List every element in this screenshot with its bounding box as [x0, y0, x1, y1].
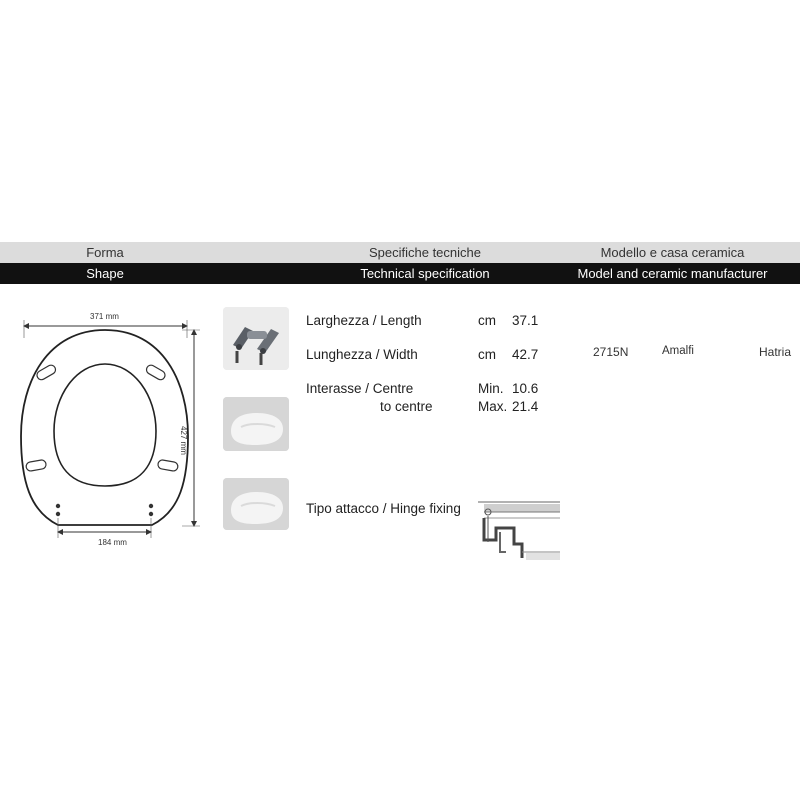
spec-centre-min-label: Min.: [478, 381, 504, 396]
seat-outer-outline: [21, 330, 188, 525]
model-manufacturer: Hatria: [759, 345, 792, 359]
bumper-photo-2: [223, 478, 289, 530]
rubber-bumper-icon: [223, 478, 289, 530]
spec-centre-min-value: 10.6: [512, 381, 539, 396]
header-model-en: Model and ceramic manufacturer: [577, 266, 768, 281]
header-model-it: Modello e casa ceramica: [600, 245, 745, 260]
spec-length-value: 37.1: [512, 313, 539, 328]
spec-centre-max-label: Max.: [478, 399, 508, 414]
spec-width-value: 42.7: [512, 347, 539, 362]
header-shape-en: Shape: [86, 266, 124, 281]
spec-length-unit: cm: [478, 313, 496, 328]
hinge-photo: [223, 307, 289, 370]
header-row-english: [0, 263, 800, 284]
spec-centre-max-value: 21.4: [512, 399, 539, 414]
hinge-fixing-diagram: [470, 496, 562, 566]
model-name: Amalfi: [662, 345, 694, 357]
rubber-bumper-icon: [223, 397, 289, 451]
width-dimension-label: 371 mm: [90, 312, 119, 321]
metal-hinge-icon: [223, 307, 289, 370]
header-shape-it: Forma: [86, 245, 124, 260]
height-dimension-label: 427 mm: [179, 426, 188, 455]
header-spec-it: Specifiche tecniche: [368, 245, 481, 260]
spec-centre-label-cont: to centre: [380, 399, 433, 414]
header-spec-en: Technical specification: [360, 266, 490, 281]
seat-shape-diagram: [12, 306, 212, 552]
spec-centre-label: Interasse / Centre: [306, 381, 414, 396]
spec-hinge-label: Tipo attacco / Hinge fixing: [306, 501, 461, 516]
spec-width-unit: cm: [478, 347, 496, 362]
spec-width-label: Lunghezza / Width: [306, 347, 418, 362]
spec-length-label: Larghezza / Length: [306, 313, 422, 328]
header-row-italian: [0, 242, 800, 263]
bumper-photo-1: [223, 397, 289, 451]
seat-inner-opening: [54, 364, 156, 486]
model-code: 2715N: [593, 345, 629, 359]
hinge-distance-label: 184 mm: [98, 538, 127, 547]
